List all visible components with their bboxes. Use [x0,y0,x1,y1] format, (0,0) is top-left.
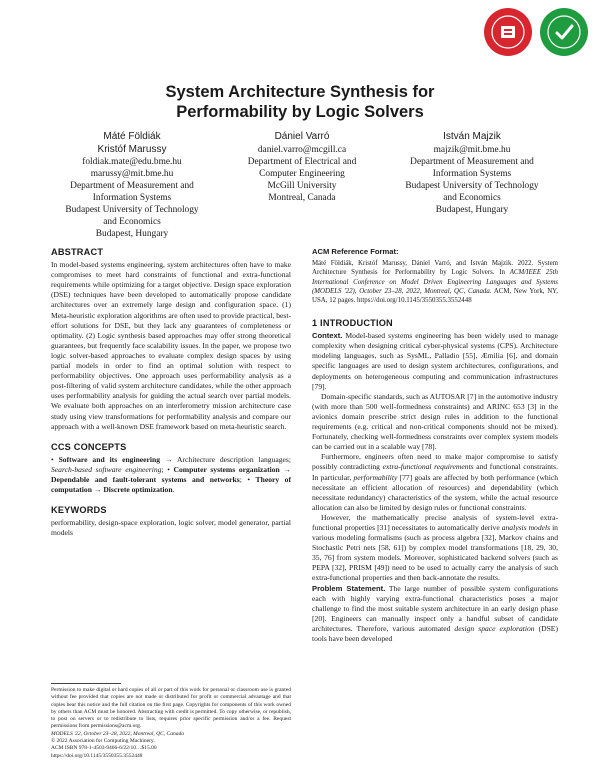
author-affiliation: Budapest University of Technology [405,180,539,191]
abstract-text: In model-based systems engineering, system architectures often have to make compromises to meet hard constraints of functional and extra-functional requirements while optimizing for a target objective. Design space exploration (DSE) techniques have been developed to automatically propose candidate architectures over an extremely large design and configuration space. (1) Meta-heuristic exploration algorithms are often used to provide practical, best-effort solutions for DSE, but they lack any guarantees of completeness or optimality. (2) Logic synthesis based approaches may offer strong theoretical guarantees, but frequently face scalability issues. In the paper, we propose two logic solver-based approaches to evaluate complex design spaces by using partial models in order to find an optimal solution with respect to performability objectives. One approach uses performability analysis as a post-filtering of valid system architecture candidates, while the other approach uses performability analysis for guiding the actual search over partial models. We evaluate both approaches on an interferometry mission architecture case study using view transformations for performability analysis and compare our approach with a well-known DSE framework based on meta-heuristic search. [51,260,291,431]
keywords-text: performability, design-space exploration, logic solver, model generator, partial models [51,518,291,538]
ccs-concept: Software and its engineering [58,454,161,464]
author-column-1 [52,131,212,240]
ccs-concept: → Architecture description languages; [160,454,291,464]
doi-link[interactable]: https://doi.org/10.1145/3550355.3552448 [51,752,143,759]
author-affiliation: and Economics [103,217,161,227]
paragraph-emphasis: extra-functional requirements [382,462,474,472]
author-email: majzik@mit.bme.hu [433,144,511,155]
author-email: marussy@mit.bme.hu [90,169,174,179]
ccs-heading: CCS CONCEPTS [51,441,127,452]
author-location: Budapest, Hungary [435,204,509,215]
author-name: Máté Földiák [103,131,161,142]
isbn-line: ACM ISBN 978-1-4503-9466-6/22/10…$15.00 [51,745,157,752]
intro-paragraph-3 [312,452,558,513]
paragraph-body: in various modeling formalisms (such as process algebra [32], Markov chains and Stochastic Petri nets [58, 61]) by complex model transformations [18, 29, 30, 35, 76] from system models. Moreover, sophisticated backend solvers (such as PEPA [32], PRISM [49]) need to be used to actually carry the analysis of such extra-functional properties and then back-annotate the results. [312,522,558,583]
author-affiliation: Information Systems [92,193,172,203]
author-affiliation: Department of Measurement and [410,156,534,167]
paragraph-lead: Problem Statement. [312,583,386,593]
author-column-2 [222,131,382,204]
ccs-concept: Search-based software engineering [51,464,162,474]
paragraph-emphasis: design space exploration [454,623,535,633]
author-affiliation: and Economics [443,192,501,203]
author-location: Montreal, Canada [268,192,336,203]
intro-paragraph-4 [312,513,558,584]
ccs-concept: Theory of computation → Discrete optimization [51,474,291,495]
copyright-footnote [51,687,291,760]
author-affiliation: Department of Electrical and [247,156,357,167]
ccs-bullet: • [51,454,59,464]
paragraph-body: Furthermore, engineers often need to make major compromise to satisfy possibly contradicting [312,452,558,472]
author-affiliation: Department of Measurement and [70,181,194,191]
paragraph-body: [77] goals are affected by both performance (which necessitate an efficient allocation of resources) and dependability (which necessitate redundancy) characteristics of the system, while the actual resource allocation can also be limited by design rules or functional constraints. [312,472,559,512]
author-affiliation: McGill University [267,180,337,191]
author-affiliation: Computer Engineering [259,168,345,179]
author-column-3 [392,131,552,216]
paper-title-line-1: System Architecture Synthesis for [165,83,435,101]
ccs-concepts-text [51,455,291,495]
ccs-separator: ; • [239,474,256,484]
author-email: foldiak.mate@edu.bme.hu [82,157,182,167]
paragraph-body: Model-based systems engineering has been widely used to manage complexity when designing critical cyber-physical systems (CPS). Architecture modeling languages, such as SysML, Palladio [55], Æmilia [6], and domain specific languages are used to design system architectures, configurations, and deployments on heterogeneous computing and communication infrastructures [79]. [312,331,558,391]
author-affiliation: Budapest University of Technology [65,205,199,215]
left-column [51,247,291,538]
author-email: daniel.varro@mcgill.ca [257,144,347,155]
paragraph-body: The large number of possible system configurations each with highly varying extra-functional characteristics poses a major challenge to find the most suitable system architecture in an early design phase [20]. Engineers can manually inspect only a handful subset of candidate architectures. Therefore, various automated [312,583,558,633]
paragraph-body: (DSE) tools have been developed [312,623,558,644]
paragraph-body: and functional constraints. In particular, [312,462,558,482]
abstract-heading: ABSTRACT [51,247,104,257]
paragraph-body: However, the mathematically precise analysis of system-level extra-functional properties [31] necessitates to automatically derive [312,512,558,532]
acm-reference-text [312,259,558,305]
ccs-concept: Computer systems organization → Dependable and fault-tolerant systems and networks [51,464,291,484]
introduction-heading: 1 INTRODUCTION [312,318,393,329]
acm-reference-venue: ACM/IEEE 25th International Conference on Model Driven Engineering Languages and Systems (MODELS '22), October 23–28, 2022, Montreal, QC, Canada. [312,269,559,295]
right-column [312,247,558,644]
paragraph-emphasis: analysis models [501,522,551,532]
artifacts-reusable-badge [540,8,588,56]
paragraph-lead: Context. [312,331,343,341]
footnote-divider [51,683,121,684]
author-name: István Majzik [443,131,501,142]
copyright-line: © 2022 Association for Computing Machinery. [51,738,155,745]
keywords-heading: KEYWORDS [51,505,107,516]
acm-reference-authors: Máté Földiák, Kristóf Marussy, Dániel Varró, and István Majzik. 2022. System Architecture Synthesis for Performability by Logic Solvers. In [312,260,558,277]
intro-paragraph-1 [312,331,558,392]
artifacts-available-badge [484,8,532,56]
intro-paragraph-2: Domain-specific standards, such as AUTOSAR [7] in the automotive industry (with more than 500 well-formedness constraints) and ARINC 653 [3] in the avionics domain prescribe strict design rules in addition to the functional requirements (e.g. critical and non-critical components should not be mixed). Fortunately, checking well-formedness constraints over complex system models can be carried out in a scalable way [78]. [312,391,558,452]
venue-line: MODELS '22, October 23–28, 2022, Montreal, QC, Canada [51,730,184,737]
author-name: Kristóf Marussy [97,143,167,155]
paper-title-line-2: Performability by Logic Solvers [176,103,424,121]
acm-reference-tail: ACM, New York, NY, USA, 12 pages. https://doi.org/10.1145/3550355.3552448 [312,287,558,304]
author-affiliation: Information Systems [432,168,512,179]
author-name: Dániel Varró [274,131,330,142]
paragraph-emphasis: performability [353,472,398,482]
badge-group [484,8,588,56]
paper-title [0,82,600,122]
intro-paragraph-5 [312,584,558,645]
acm-reference-heading: ACM Reference Format: [312,247,399,256]
author-location: Budapest, Hungary [95,229,169,239]
ccs-separator: ; • [161,464,174,474]
permission-notice: Permission to make digital or hard copies of all or part of this work for personal or classroom use is granted without fee provided that copies are not made or distributed for profit or commercial advantage and that copies bear this notice and the full citation on the first page. Copyrights for components of this work owned by others than ACM must be honored. Abstracting with credit is permitted. To copy otherwise, or republish, to post on servers or to redistribute to lists, requires prior specific permission and/or a fee. Request permissions from permissions@acm.org. [51,687,291,730]
ccs-separator: . [172,485,175,495]
